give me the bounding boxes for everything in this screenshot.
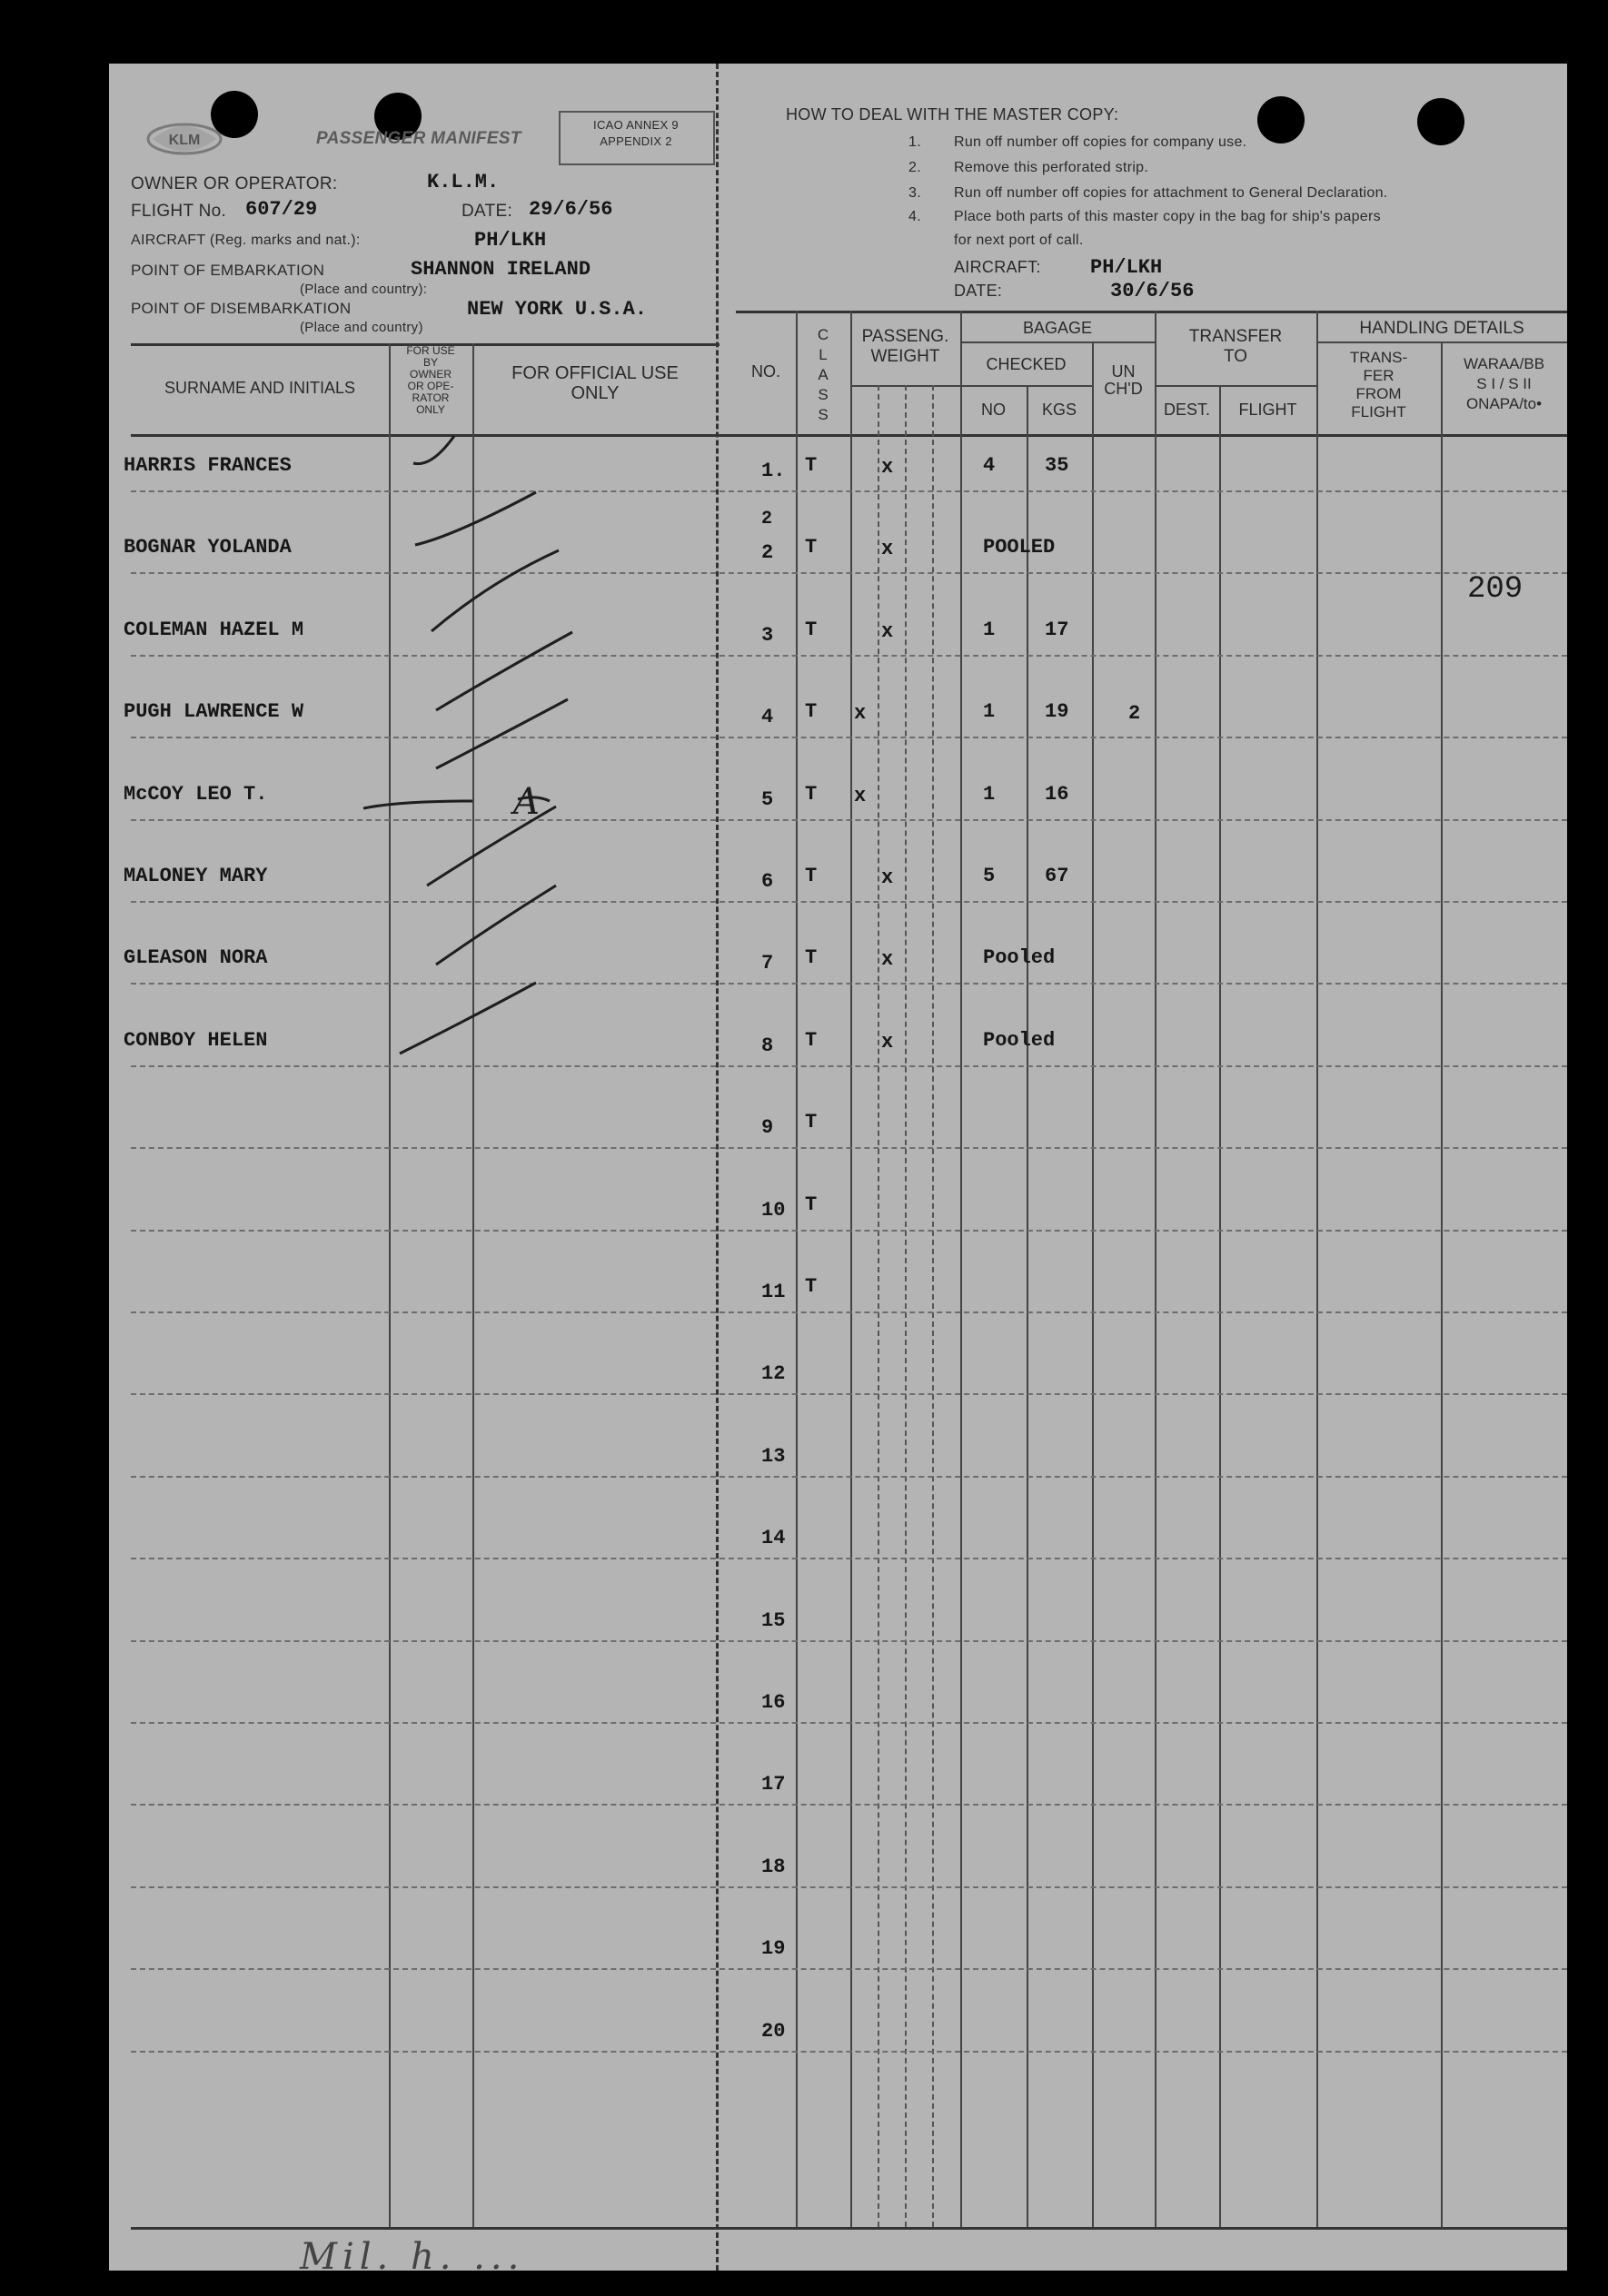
unchecked-bags: 2 [1128,702,1141,726]
flight-label: FLIGHT No. [131,202,227,221]
date-value: 29/6/56 [529,198,613,221]
instruction-text: for next port of call. [954,233,1084,248]
row-number: 10 [761,1198,786,1222]
signature: Mil. h. ... [300,2236,525,2271]
owner-hdr-line: OR OPE- [407,380,454,392]
row-number: 3 [761,623,774,647]
row-number: 19 [761,1937,786,1961]
instr-aircraft-label: AIRCRAFT: [954,258,1041,276]
row-number: 14 [761,1527,786,1550]
weight-hdr-line: PASSENG. [861,327,949,346]
flight-header: FLIGHT [1238,401,1297,419]
bag-number: Pooled [983,946,1056,970]
bag-number: POOLED [983,536,1056,559]
tfrom-hdr-line: TRANS- [1349,349,1408,366]
passenger-name: HARRIS FRANCES [124,454,292,477]
disembark-value: NEW YORK U.S.A. [467,298,648,321]
weight-mark-2: x [881,1030,894,1054]
bag-kgs: 35 [1045,454,1069,477]
passenger-name: COLEMAN HAZEL M [124,618,304,641]
class-value: T [805,1111,818,1134]
tfrom-hdr-line: FER [1363,367,1395,384]
official-hdr-line: FOR OFFICIAL USE [511,363,679,383]
form-title: PASSENGER MANIFEST [316,129,521,148]
instruction-number: 3. [908,185,921,201]
mccoy-mark: A [513,781,540,823]
owner-hdr-line: FOR USE [406,344,455,357]
handling-header: HANDLING DETAILS [1359,319,1524,338]
row-number: 7 [761,952,774,975]
tfrom-hdr-line: FLIGHT [1351,403,1406,421]
class-hdr-line: L [819,346,828,363]
passenger-name: GLEASON NORA [124,946,268,970]
instr-aircraft-value: PH/LKH [1090,256,1163,279]
waraa-hdr-line: S I / S II [1476,375,1532,392]
instruction-number: 4. [908,209,921,224]
embark-label: POINT OF EMBARKATION [131,262,325,279]
passenger-name: CONBOY HELEN [124,1028,268,1052]
instructions-title: HOW TO DEAL WITH THE MASTER COPY: [786,105,1119,124]
tfrom-hdr-line: FROM [1355,385,1402,402]
class-value: T [805,1193,818,1216]
instruction-number: 1. [908,134,921,150]
bag-kgs: 16 [1045,782,1069,806]
instruction-text: Place both parts of this master copy in the bag for ship's papers [954,209,1381,224]
row-number: 13 [761,1444,786,1468]
class-hdr-line: C [817,326,829,343]
class-hdr-line: A [818,366,829,383]
row-number: 17 [761,1773,786,1796]
row-number: 16 [761,1691,786,1714]
row-number: 12 [761,1362,786,1386]
aircraft-label: AIRCRAFT (Reg. marks and nat.): [131,233,361,248]
passenger-name: MALONEY MARY [124,865,268,887]
owner-hdr-line: BY [422,356,438,369]
checked-header: CHECKED [986,355,1067,373]
weight-mark-2: x [881,619,894,643]
disembark-label: POINT OF DISEMBARKATION [131,300,352,317]
passenger-name: McCOY LEO T. [124,782,268,806]
row-number: 4 [761,706,774,729]
bag-number: 1 [983,700,996,724]
unchd-hdr-line: CH'D [1104,380,1143,398]
row-number: 6 [761,870,774,893]
no-header: NO. [750,362,780,381]
owner-value: K.L.M. [427,171,500,193]
class-value: T [805,865,818,887]
class-value: T [805,1028,818,1052]
weight-hdr-line: WEIGHT [870,347,940,366]
row-number: 15 [761,1608,786,1632]
class-value: T [805,946,818,970]
class-hdr-line: S [818,386,829,403]
place-country-2: (Place and country) [300,320,423,335]
aircraft-value: PH/LKH [474,229,547,252]
waraa-hdr-line: WARAA/BB [1463,355,1545,372]
instruction-text: Run off number off copies for company use. [954,134,1247,150]
bag-number: 5 [983,865,996,887]
official-hdr-line: ONLY [571,383,620,403]
passenger-name: PUGH LAWRENCE W [124,700,304,724]
row-number: 9 [761,1116,774,1140]
class-value: T [805,536,818,559]
row-number: 5 [761,787,774,811]
bag-number: Pooled [983,1028,1056,1052]
passenger-name: BOGNAR YOLANDA [124,536,292,559]
embark-value: SHANNON IRELAND [411,258,591,281]
weight-mark-2: x [881,538,894,561]
kgs-header: KGS [1041,401,1077,419]
row-number: 2 [761,541,774,565]
transfer-hdr-line: TO [1223,347,1248,366]
annex-line1: ICAO ANNEX 9 [593,118,679,132]
row-number: 11 [761,1281,786,1303]
bag-no-header: NO [981,401,1006,419]
date-label: DATE: [462,202,513,221]
svg-text:KLM: KLM [168,133,201,148]
instr-date-label: DATE: [954,282,1003,300]
row-number: 1. [761,460,786,482]
class-value: T [805,782,818,806]
check-marks [109,64,1567,2271]
class-hdr-line: S [818,406,829,423]
row-number: 8 [761,1034,774,1057]
bag-number: 4 [983,454,996,477]
weight-mark-1: x [854,784,867,807]
bag-kgs: 19 [1045,700,1069,724]
row-number: 20 [761,2019,786,2043]
manifest-sheet [109,64,1567,2271]
waraa-hdr-line: ONAPA/to• [1465,395,1543,412]
class-value: T [805,454,818,477]
transfer-hdr-line: TRANSFER [1188,327,1283,346]
class-value: T [805,1275,818,1298]
dest-header: DEST. [1163,401,1210,419]
bag-number: 1 [983,618,996,641]
stamp-number: 209 [1467,572,1524,607]
owner-hdr-line: RATOR [412,391,450,404]
class-value: T [805,700,818,724]
unchd-hdr-line: UN [1111,362,1136,381]
class-value: T [805,618,818,641]
surname-header: SURNAME AND INITIALS [164,379,356,397]
owner-hdr-line: OWNER [410,368,452,381]
weight-mark-2: x [881,456,894,479]
bag-kgs: 67 [1045,865,1069,887]
weight-mark-2: x [881,866,894,889]
row-number: 18 [761,1855,786,1878]
weight-mark-1: x [854,702,867,726]
bag-number: 1 [983,782,996,806]
annex-line2: APPENDIX 2 [600,134,672,148]
owner-label: OWNER OR OPERATOR: [131,174,338,193]
instruction-number: 2. [908,160,921,175]
instruction-text: Run off number off copies for attachment to General Declaration. [954,185,1388,201]
flight-value: 607/29 [245,198,318,221]
owner-hdr-line: ONLY [416,403,445,416]
weight-mark-2: x [881,948,894,972]
instr-date-value: 30/6/56 [1110,280,1195,302]
bag-kgs: 17 [1045,618,1069,641]
bagage-header: BAGAGE [1022,319,1093,337]
instruction-text: Remove this perforated strip. [954,160,1149,175]
place-country-1: (Place and country): [300,282,428,297]
bognar-extra-no: 2 [761,509,773,529]
